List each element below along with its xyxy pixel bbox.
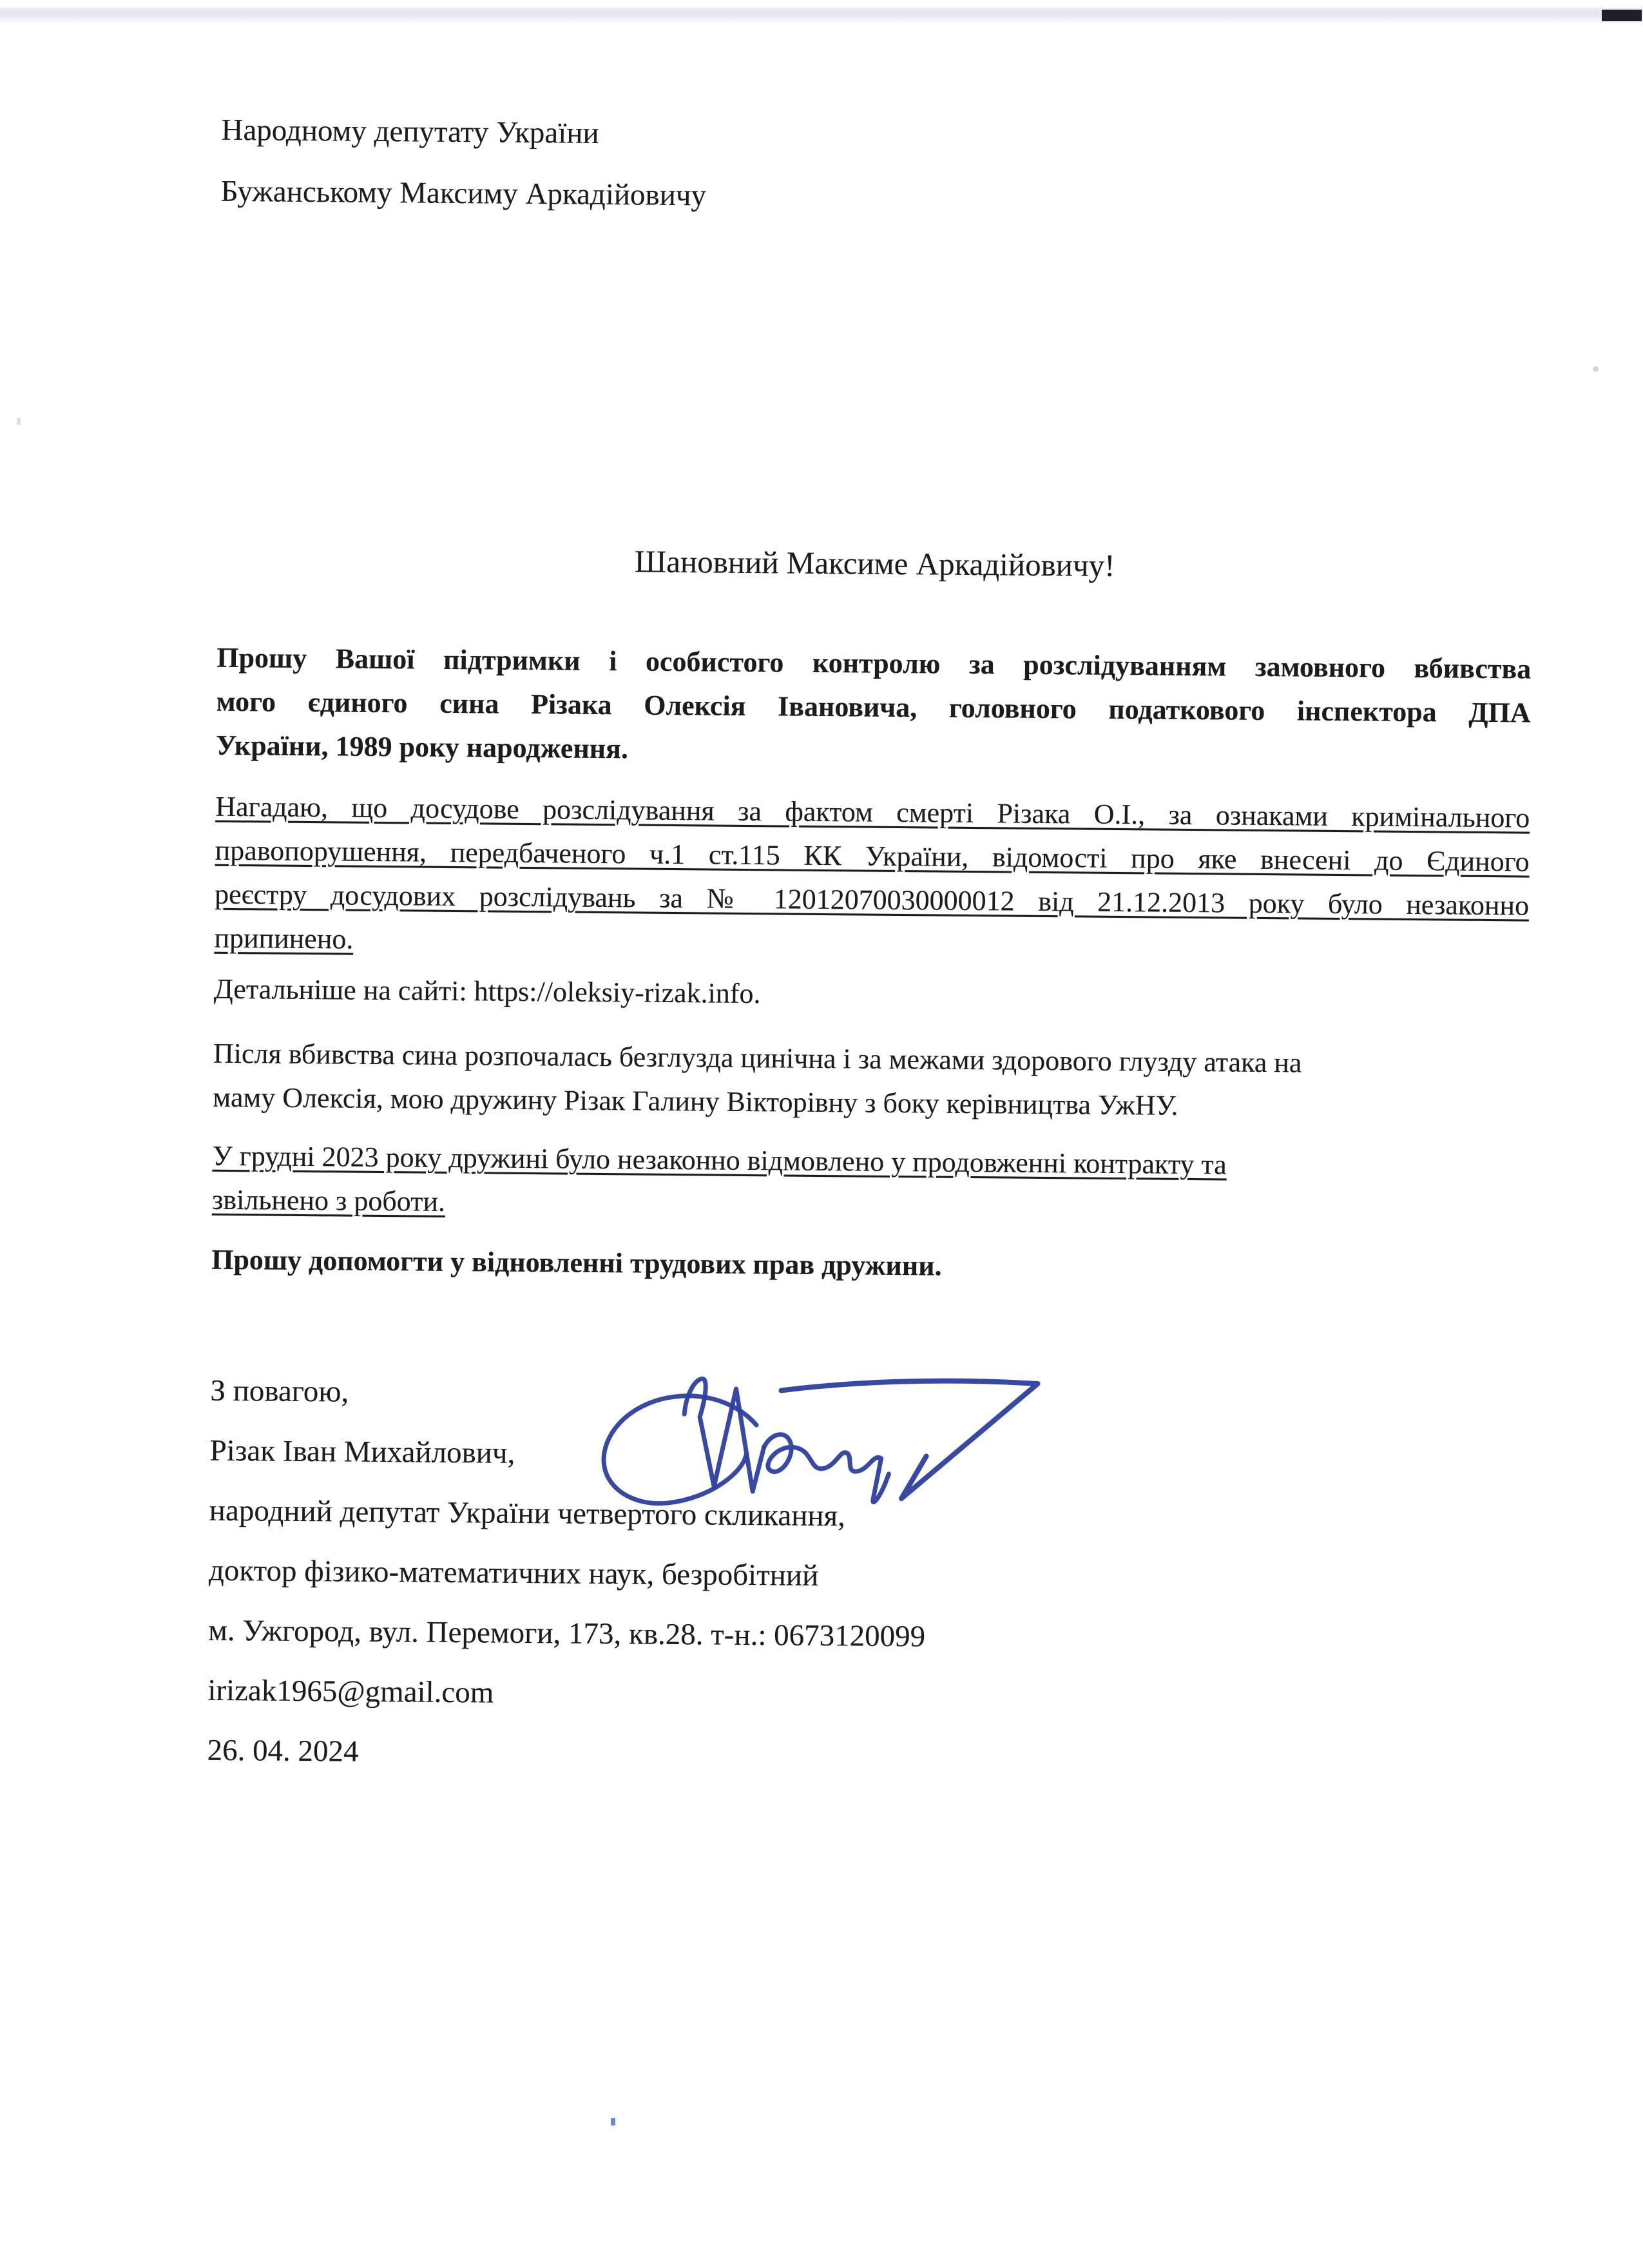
body-line: припинено.	[214, 922, 354, 955]
salutation: Шановний Максиме Аркадійовичу!	[634, 543, 1115, 583]
recipient-line: Бужанському Максиму Аркадійовичу	[220, 174, 707, 213]
body-line: Прошу Вашої підтримки і особистого контролю за розслідуванням замовного вбивства	[216, 641, 1532, 685]
body-line: звільнено з роботи.	[211, 1183, 446, 1217]
closing-regards: З повагою,	[210, 1373, 349, 1409]
paragraph-request-investigation	[216, 636, 1532, 779]
closing-email: irizak1965@gmail.com	[207, 1673, 494, 1710]
closing-title-deputy: народний депутат України четвертого скликання,	[209, 1493, 846, 1533]
body-line: правопорушення, передбаченого ч.1 ст.115 КК України, відомості про яке внесені до Єдиного	[215, 834, 1530, 878]
body-line: Нагадаю, що досудове розслідування за фактом смерті Різака О.І., за ознаками кримінального	[215, 790, 1530, 834]
closing-title-doctor: доктор фізико-математичних наук, безробітний	[208, 1553, 819, 1593]
paragraph-attack	[213, 1032, 1528, 1131]
body-line: реєстру досудових розслідувань за № 12012070030000012 від 21.12.2013 року було незаконно	[214, 878, 1530, 922]
body-line: мого єдиного сина Різака Олексія Івановича, головного податкового інспектора ДПА	[216, 685, 1531, 729]
letter-body	[211, 636, 1532, 1294]
body-line: маму Олексія, мою дружину Різак Галину Вікторівну з боку керівництва УжНУ.	[213, 1081, 1178, 1121]
body-line: Прошу допомогти у відновленні трудових прав дружини.	[211, 1243, 942, 1282]
website-line: Детальніше на сайті: https://oleksiy-rizak.info.	[213, 973, 761, 1010]
recipient-line: Народному депутату України	[221, 113, 599, 150]
body-line: Після вбивства сина розпочалась безглузда цинічна і за межами здорового глузду атака на	[213, 1037, 1302, 1079]
closing-name: Різак Іван Михайлович,	[209, 1433, 515, 1470]
closing-date: 26. 04. 2024	[207, 1733, 359, 1769]
closing-address: м. Ужгород, вул. Перемоги, 173, кв.28. т-н.: 0673120099	[207, 1613, 926, 1654]
paragraph-website	[214, 967, 1529, 1023]
paragraph-case-reminder	[214, 785, 1530, 972]
recipient-block	[220, 100, 1536, 234]
body-line: У грудні 2023 року дружині було незаконно відмовлено у продовженні контракту та	[212, 1139, 1227, 1181]
body-line: України, 1989 року народження.	[215, 729, 629, 765]
paragraph-help-request	[211, 1238, 1526, 1294]
handwritten-signature	[590, 1370, 1055, 1512]
paragraph-dismissal	[212, 1134, 1527, 1234]
